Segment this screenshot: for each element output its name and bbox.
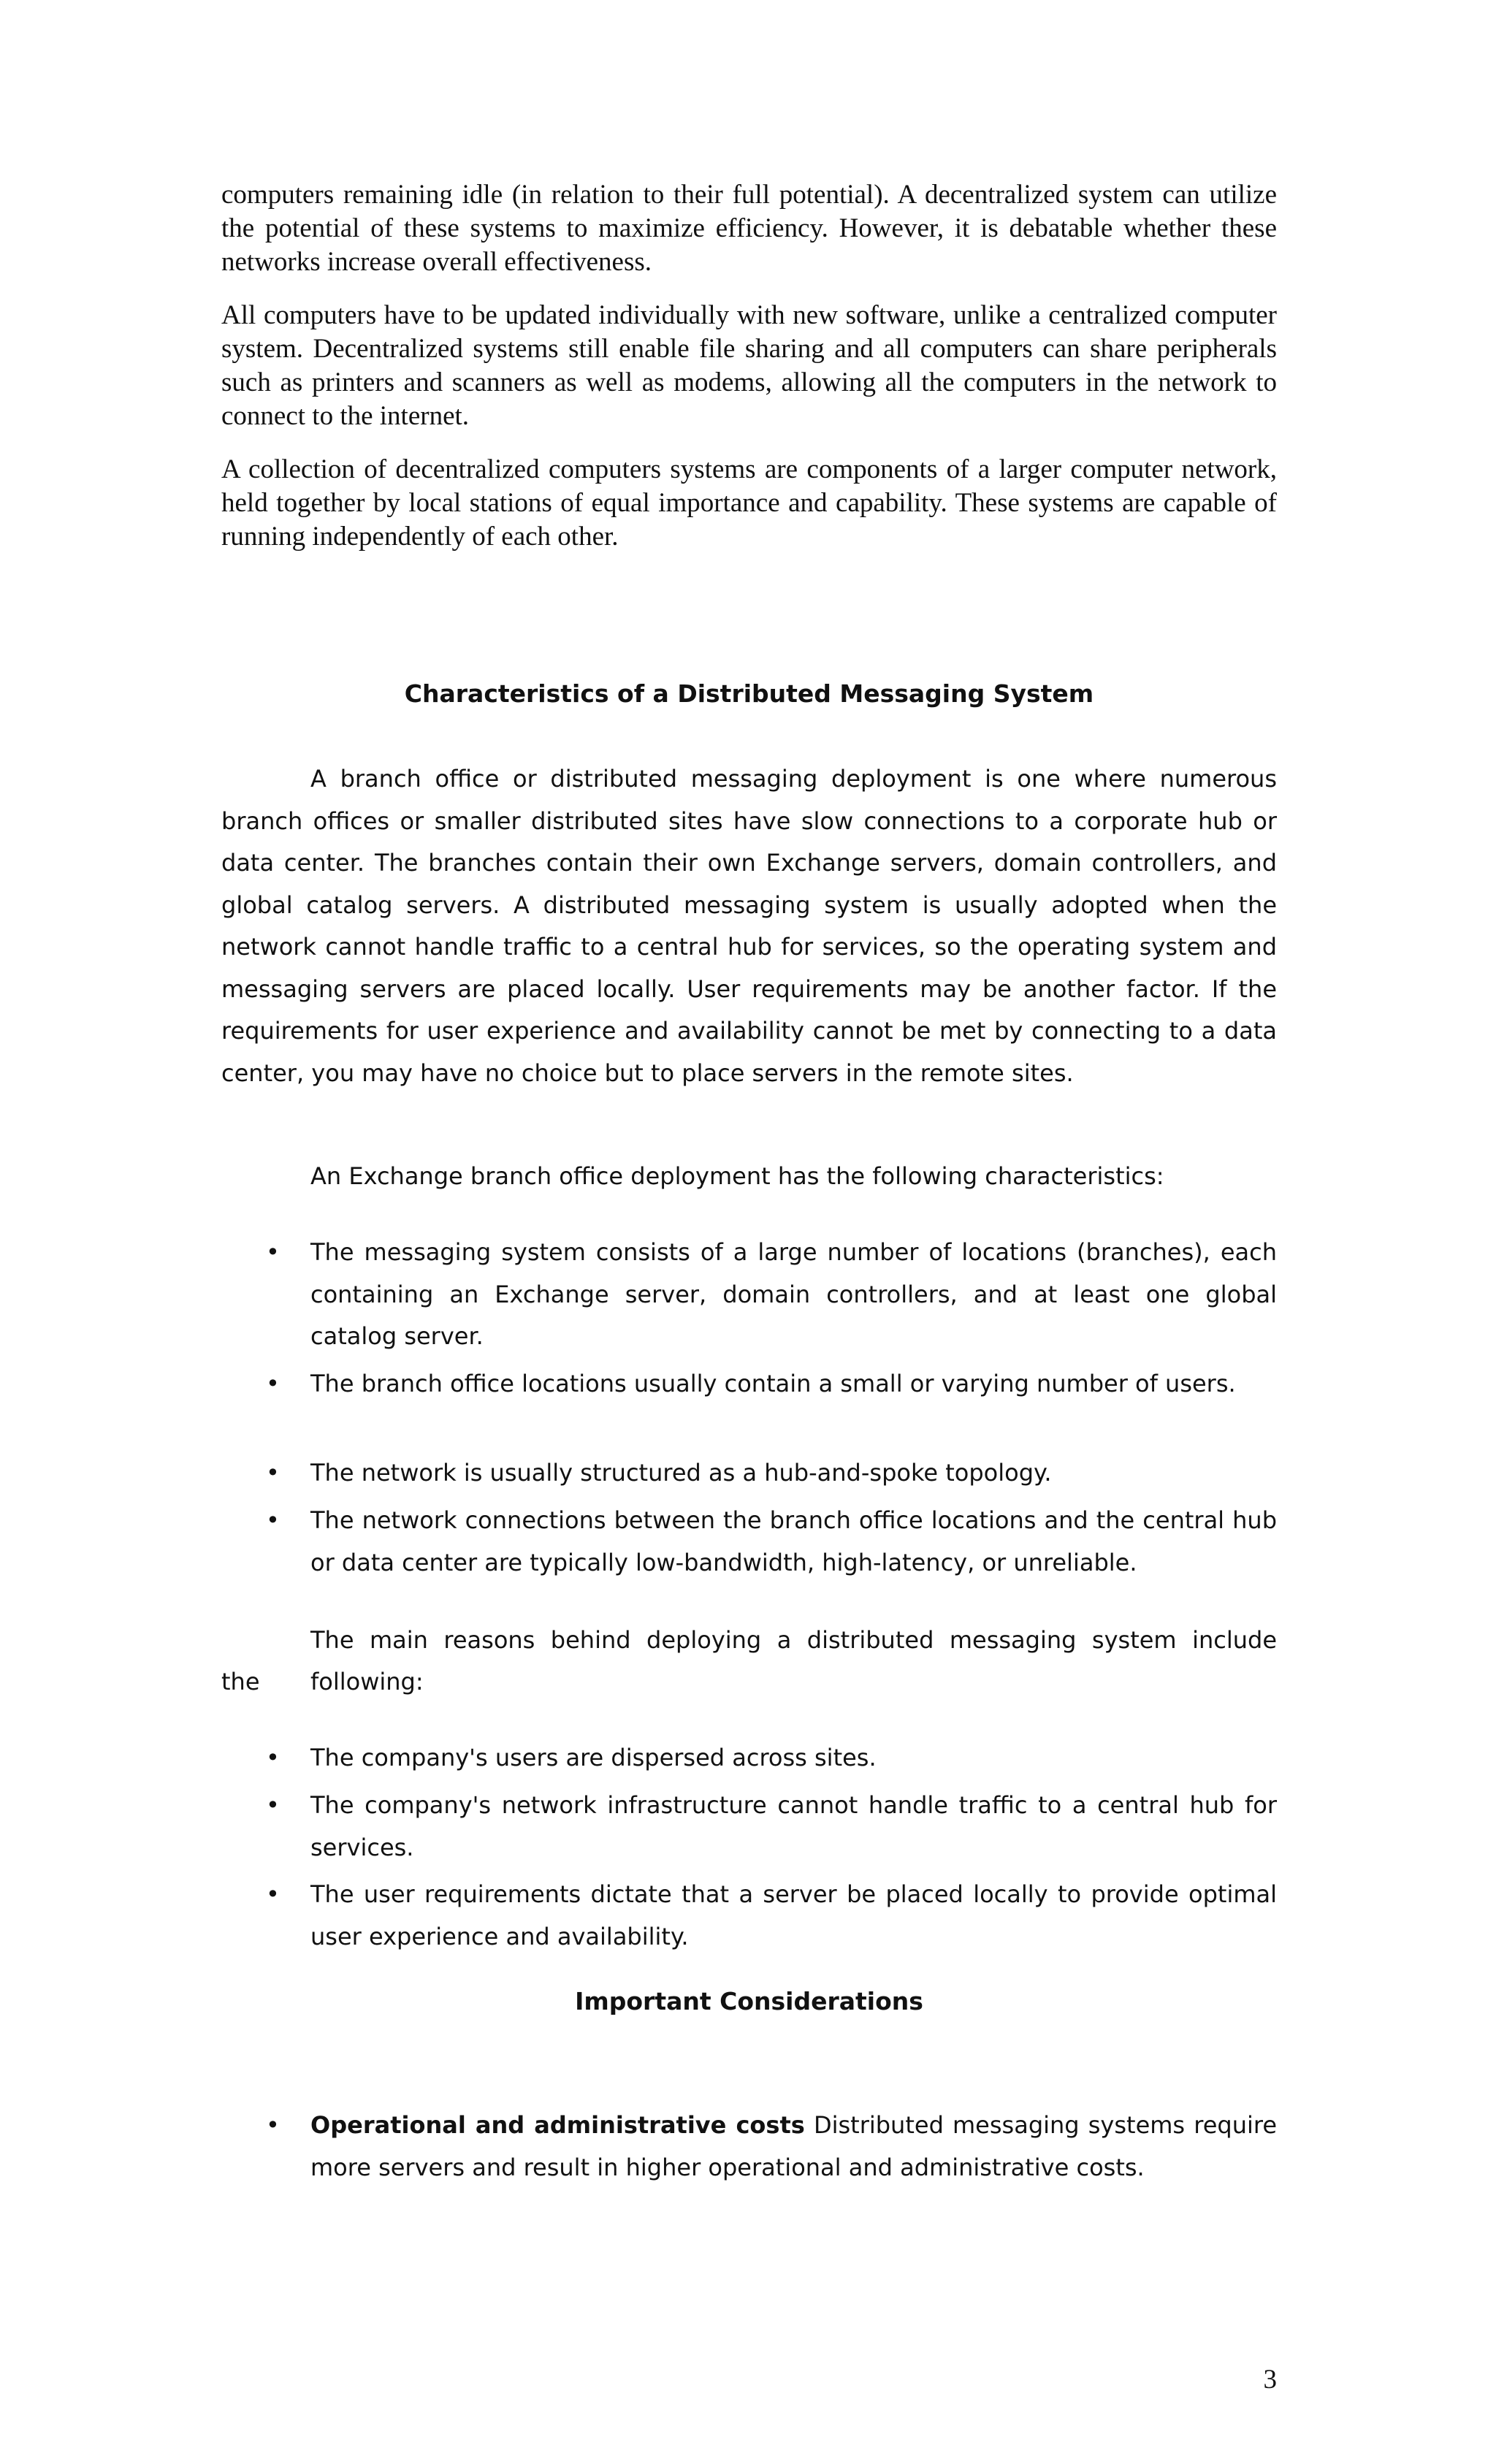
section-heading-characteristics: Characteristics of a Distributed Messaging System: [404, 679, 1094, 708]
characteristic-item: [266, 1232, 1277, 1358]
characteristic-text: The network is usually structured as a hub-and-spoke topology.: [310, 1459, 1052, 1487]
characteristic-item: [266, 1500, 1277, 1584]
bullet-icon: •: [266, 1370, 280, 1397]
bullet-icon: •: [266, 1459, 280, 1487]
characteristics-description: A branch office or distributed messaging deployment is one where numerous branch offices or smaller distributed sites have slow connections to a corporate hub or data center. The branches contain their own Exchange servers, domain controllers, and global catalog servers. A distributed messaging system is usually adopted when the network cannot handle traffic to a central hub for services, so the operating system and messaging servers are placed locally. User requirements may be another factor. If the requirements for user experience and availability cannot be met by connecting to a data center, you may have no choice but to place servers in the remote sites.: [221, 765, 1277, 1087]
bullet-icon: •: [266, 1880, 280, 1908]
consideration-item: [266, 2105, 1278, 2189]
reason-text: The company's network infrastructure cannot handle traffic to a central hub for services.: [310, 1791, 1277, 1861]
bullet-icon: •: [266, 2111, 280, 2139]
page-number: 3: [1263, 2365, 1277, 2395]
reasons-intro-the: the: [221, 1668, 260, 1696]
reason-item: [266, 1737, 1277, 1780]
reason-item: [266, 1785, 1277, 1869]
intro-paragraph-1: computers remaining idle (in relation to their full potential). A decentralized system can utilize the potential of these systems to maximize efficiency. However, it is debatable whether these networks increase overall effectiveness.: [221, 180, 1277, 277]
section-heading-considerations: Important Considerations: [575, 1987, 923, 2015]
reason-item: [266, 1874, 1277, 1958]
bullet-icon: •: [266, 1744, 280, 1771]
intro-paragraph-3: A collection of decentralized computers systems are components of a larger computer network, held together by local stations of equal importance and capability. These systems are capable of running independently of each other.: [221, 454, 1277, 552]
reasons-intro-continuation: following:: [310, 1668, 424, 1696]
characteristic-item: [266, 1452, 1277, 1495]
bullet-icon: •: [266, 1791, 280, 1819]
consideration-lead: Operational and administrative costs: [310, 2111, 805, 2139]
bullet-icon: •: [266, 1506, 280, 1534]
reasons-intro: The main reasons behind deploying a distributed messaging system include: [310, 1626, 1277, 1654]
characteristic-item: [266, 1363, 1277, 1405]
bullet-icon: •: [266, 1238, 280, 1266]
characteristic-text: The messaging system consists of a large number of locations (branches), each containing an Exchange server, domain controllers, and at least one global catalog server.: [310, 1238, 1277, 1350]
reason-text: The company's users are dispersed across sites.: [310, 1744, 877, 1771]
characteristic-text: The branch office locations usually contain a small or varying number of users.: [310, 1370, 1236, 1397]
reason-text: The user requirements dictate that a server be placed locally to provide optimal user experience and availability.: [310, 1880, 1277, 1950]
consideration-text: Distributed messaging systems require more servers and result in higher operational and administrative costs.: [310, 2111, 1278, 2181]
intro-paragraph-2: All computers have to be updated individually with new software, unlike a centralized computer system. Decentralized systems still enable file sharing and all computers can share peripherals such as printers and scanners as well as modems, allowing all the computers in the network to connect to the internet.: [221, 300, 1277, 431]
characteristics-intro: An Exchange branch office deployment has the following characteristics:: [310, 1162, 1164, 1190]
characteristic-text: The network connections between the branch office locations and the central hub or data center are typically low-bandwidth, high-latency, or unreliable.: [310, 1506, 1277, 1576]
